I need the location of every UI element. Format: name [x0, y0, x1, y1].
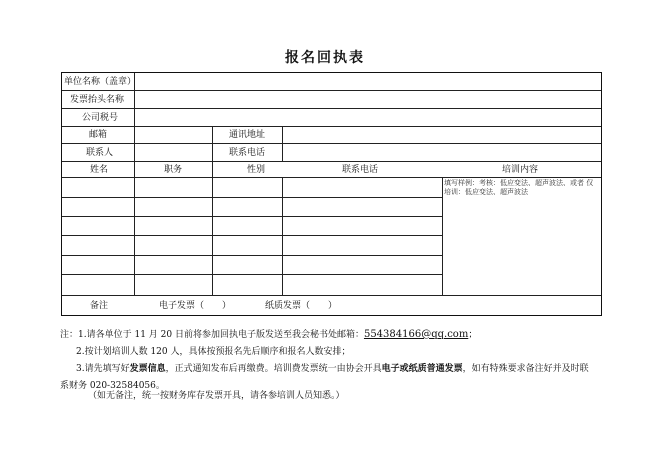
column-name: 姓名: [90, 165, 109, 175]
address-label: 通讯地址: [229, 130, 266, 140]
column-gender: 性别: [247, 165, 266, 175]
remark-label: 备注: [90, 301, 109, 311]
phone-label: 联系电话: [229, 148, 266, 158]
note-extra: （如无备注，统一按财务库存发票开具，请各参培训人员知悉。）: [88, 391, 345, 401]
postcode-label: 邮箱: [89, 130, 108, 140]
notes: [60, 326, 620, 395]
note-3: 3.请先填写好发票信息，正式通知发布后再缴费。培训费发票统一由协会开具电子或纸质普通发票，如有特殊要求备注好并及时联: [76, 364, 589, 374]
column-position: 职务: [164, 165, 183, 175]
column-phone: 联系电话: [342, 165, 379, 175]
unit-name-label: 单位名称（盖章）: [64, 77, 137, 87]
registration-form-table: [61, 72, 602, 316]
tax-id-label: 公司税号: [82, 113, 119, 123]
invoice-title-label: 发票抬头名称: [70, 95, 125, 105]
note-2: 2.按计划培训人数 120 人，具体按预报名先后顺序和报名人数安排；: [76, 347, 351, 357]
paper-invoice-option[interactable]: 纸质发票（ ）: [265, 301, 338, 311]
column-training: 培训内容: [502, 165, 539, 175]
note-1: 注：1.请各单位于 11 月 20 日前将参加回执电子版发送至我会秘书处邮箱：554384166@qq.com；: [60, 329, 478, 340]
training-hint: 填写样例：考核：低应变法、超声波法、或者 仅培训：低应变法、超声波法: [444, 179, 594, 196]
contact-label: 联系人: [86, 148, 114, 158]
note-3-continued: 系财务 020-32584056。: [60, 381, 165, 391]
email-link[interactable]: 554384166@qq.com: [363, 329, 469, 340]
e-invoice-option[interactable]: 电子发票（ ）: [159, 301, 232, 311]
page-title: 报名回执表: [285, 50, 365, 66]
